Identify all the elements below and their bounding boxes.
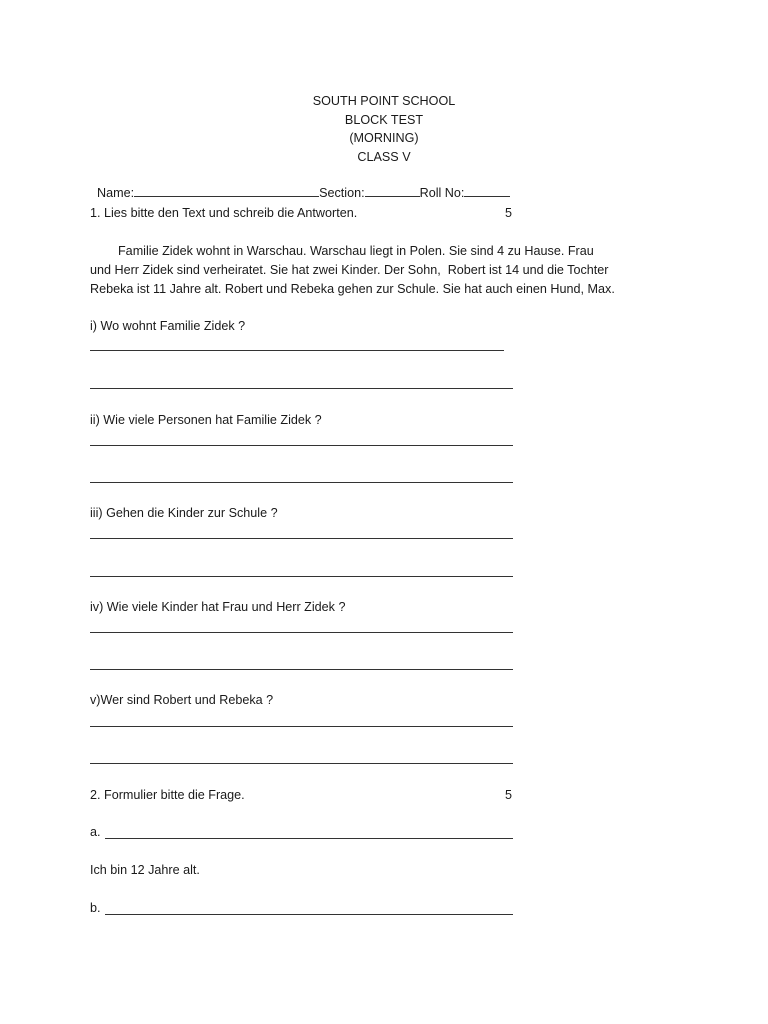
- answer-line[interactable]: [90, 632, 513, 633]
- answer-line[interactable]: [90, 726, 513, 727]
- rollno-label: Roll No:: [419, 186, 465, 200]
- task2-instruction: 2. Formulier bitte die Frage.: [90, 788, 245, 802]
- student-info-row: [90, 168, 510, 201]
- school-name: SOUTH POINT SCHOOL: [312, 94, 456, 108]
- answer-line[interactable]: [90, 350, 504, 351]
- task2-marks: 5: [505, 788, 513, 802]
- question-v: v)Wer sind Robert und Rebeka ?: [90, 693, 274, 707]
- test-session: (MORNING): [349, 131, 419, 145]
- answer-line-b[interactable]: [105, 914, 513, 915]
- test-title: BLOCK TEST: [344, 113, 424, 127]
- item-a-label: a.: [90, 825, 101, 839]
- section-field[interactable]: [365, 184, 420, 197]
- item-a-answer: Ich bin 12 Jahre alt.: [90, 863, 200, 877]
- answer-line-a[interactable]: [105, 838, 513, 839]
- answer-line[interactable]: [90, 388, 513, 389]
- answer-line[interactable]: [90, 763, 513, 764]
- answer-line[interactable]: [90, 538, 513, 539]
- name-field[interactable]: [134, 184, 319, 197]
- passage-line: Rebeka ist 11 Jahre alt. Robert und Rebeka gehen zur Schule. Sie hat auch einen Hund, Max.: [90, 282, 615, 296]
- question-ii: ii) Wie viele Personen hat Familie Zidek ?: [90, 413, 322, 427]
- task1-instruction: 1. Lies bitte den Text und schreib die Antworten.: [90, 206, 358, 220]
- answer-line[interactable]: [90, 669, 513, 670]
- passage-line: Familie Zidek wohnt in Warschau. Warschau liegt in Polen. Sie sind 4 zu Hause. Frau: [90, 244, 594, 258]
- task1-marks: 5: [505, 206, 513, 220]
- answer-line[interactable]: [90, 445, 513, 446]
- question-iii: iii) Gehen die Kinder zur Schule ?: [90, 506, 278, 520]
- class-label: CLASS V: [357, 150, 411, 164]
- name-label: Name:: [97, 186, 135, 200]
- item-b-label: b.: [90, 901, 101, 915]
- answer-line[interactable]: [90, 576, 513, 577]
- rollno-field[interactable]: [464, 184, 510, 197]
- passage-line: und Herr Zidek sind verheiratet. Sie hat zwei Kinder. Der Sohn, Robert ist 14 und die Tochter: [90, 263, 609, 277]
- question-i: i) Wo wohnt Familie Zidek ?: [90, 319, 246, 333]
- answer-line[interactable]: [90, 482, 513, 483]
- question-iv: iv) Wie viele Kinder hat Frau und Herr Zidek ?: [90, 600, 346, 614]
- section-label: Section:: [319, 186, 365, 200]
